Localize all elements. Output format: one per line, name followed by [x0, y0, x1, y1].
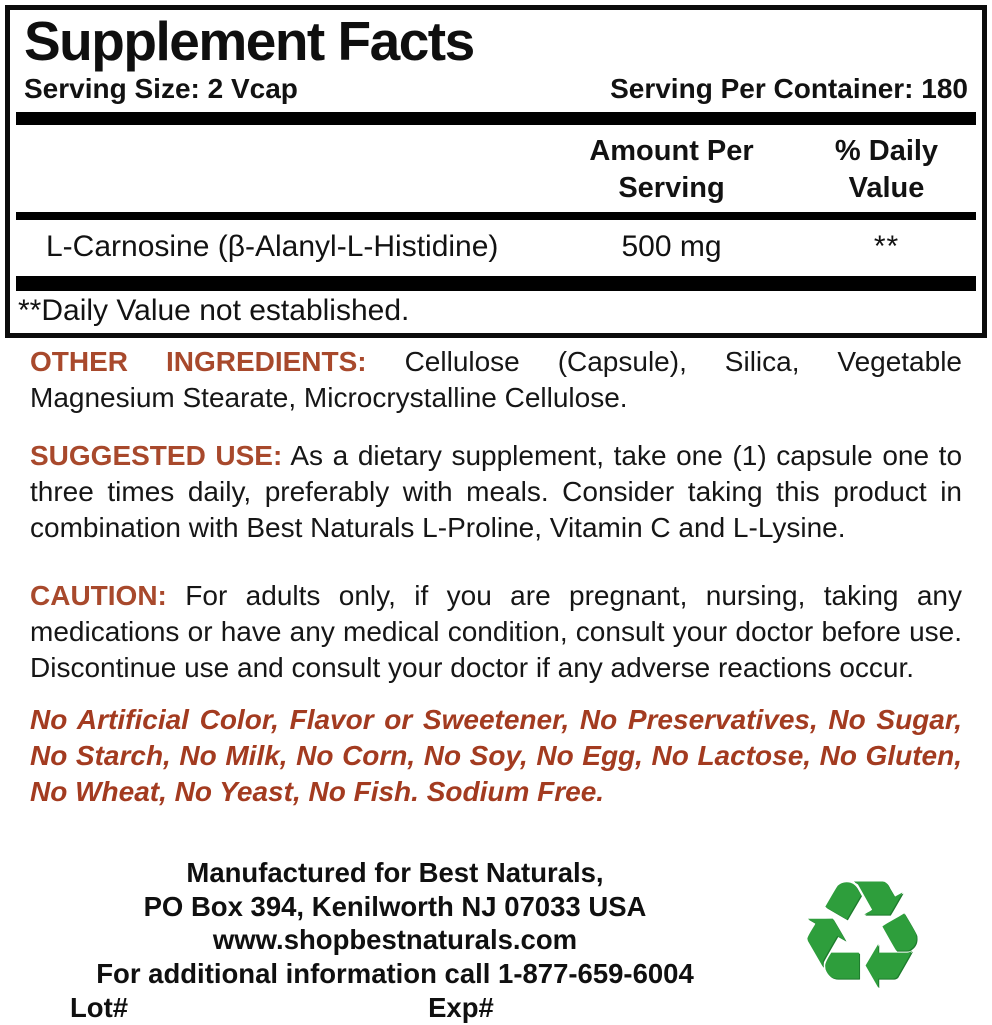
lot-exp-row [40, 991, 750, 1025]
exp-date-label: Exp# [428, 992, 494, 1023]
lot-number-label: Lot# [70, 992, 129, 1023]
supplement-facts-panel [5, 5, 987, 338]
website-line: www.shopbestnaturals.com [212, 924, 578, 955]
suggested-use-text: As a dietary supplement, take one (1) capsule one to three times daily, preferably with meals. Consider taking this product in combination with Best Naturals L-Proline, Vitamin C and L-Lysine. [30, 440, 963, 543]
ingredient-amount: 500 mg [621, 229, 722, 263]
serving-info-row [16, 71, 976, 112]
daily-value-footnote: **Daily Value not established. [18, 293, 410, 327]
phone-line: For additional information call 1-877-659-6004 [96, 957, 694, 989]
other-ingredients-heading: OTHER INGREDIENTS: [30, 346, 367, 377]
ingredient-name: L-Carnosine (β-Alanyl-L-Histidine) [46, 229, 499, 263]
panel-title: Supplement Facts [24, 10, 474, 72]
suggested-use-heading: SUGGESTED USE: [30, 440, 283, 471]
suggested-use-paragraph [30, 438, 962, 546]
other-ingredients-text: Cellulose (Capsule), Silica, Vegetable Magnesium Stearate, Microcrystalline Cellulose. [30, 346, 962, 413]
percent-daily-value-header: % Daily Value [834, 135, 939, 204]
serving-size: Serving Size: 2 Vcap [24, 73, 298, 105]
thick-divider-bottom [16, 276, 976, 291]
manufactured-for-line: Manufactured for Best Naturals, [186, 857, 604, 888]
servings-per-container: Serving Per Container: 180 [610, 73, 968, 105]
recycle-icon: ♻ [794, 849, 930, 1023]
table-row [16, 220, 976, 276]
medium-divider [16, 212, 976, 220]
amount-per-serving-header: Amount Per Serving [589, 135, 754, 204]
free-of-claims-paragraph: No Artificial Color, Flavor or Sweetener, No Preservatives, No Sugar, No Starch, No Milk, No Corn, No Soy, No Egg, No Lactose, No Gluten, No Wheat, No Yeast, No Fish. Sodium Free. [30, 704, 962, 807]
manufacturer-block [40, 856, 750, 1025]
label-body [30, 334, 962, 810]
thick-divider-top [16, 112, 976, 125]
other-ingredients-paragraph [30, 344, 962, 416]
address-line: PO Box 394, Kenilworth NJ 07033 USA [143, 890, 647, 922]
caution-text: For adults only, if you are pregnant, nursing, taking any medications or have any medical condition, consult your doctor before use. Discontinue use and consult your doctor if any adverse reactions occur. [30, 580, 963, 683]
caution-paragraph [30, 578, 962, 686]
facts-header-row [16, 125, 976, 212]
caution-heading: CAUTION: [30, 580, 167, 611]
ingredient-daily-value: ** [873, 229, 900, 263]
